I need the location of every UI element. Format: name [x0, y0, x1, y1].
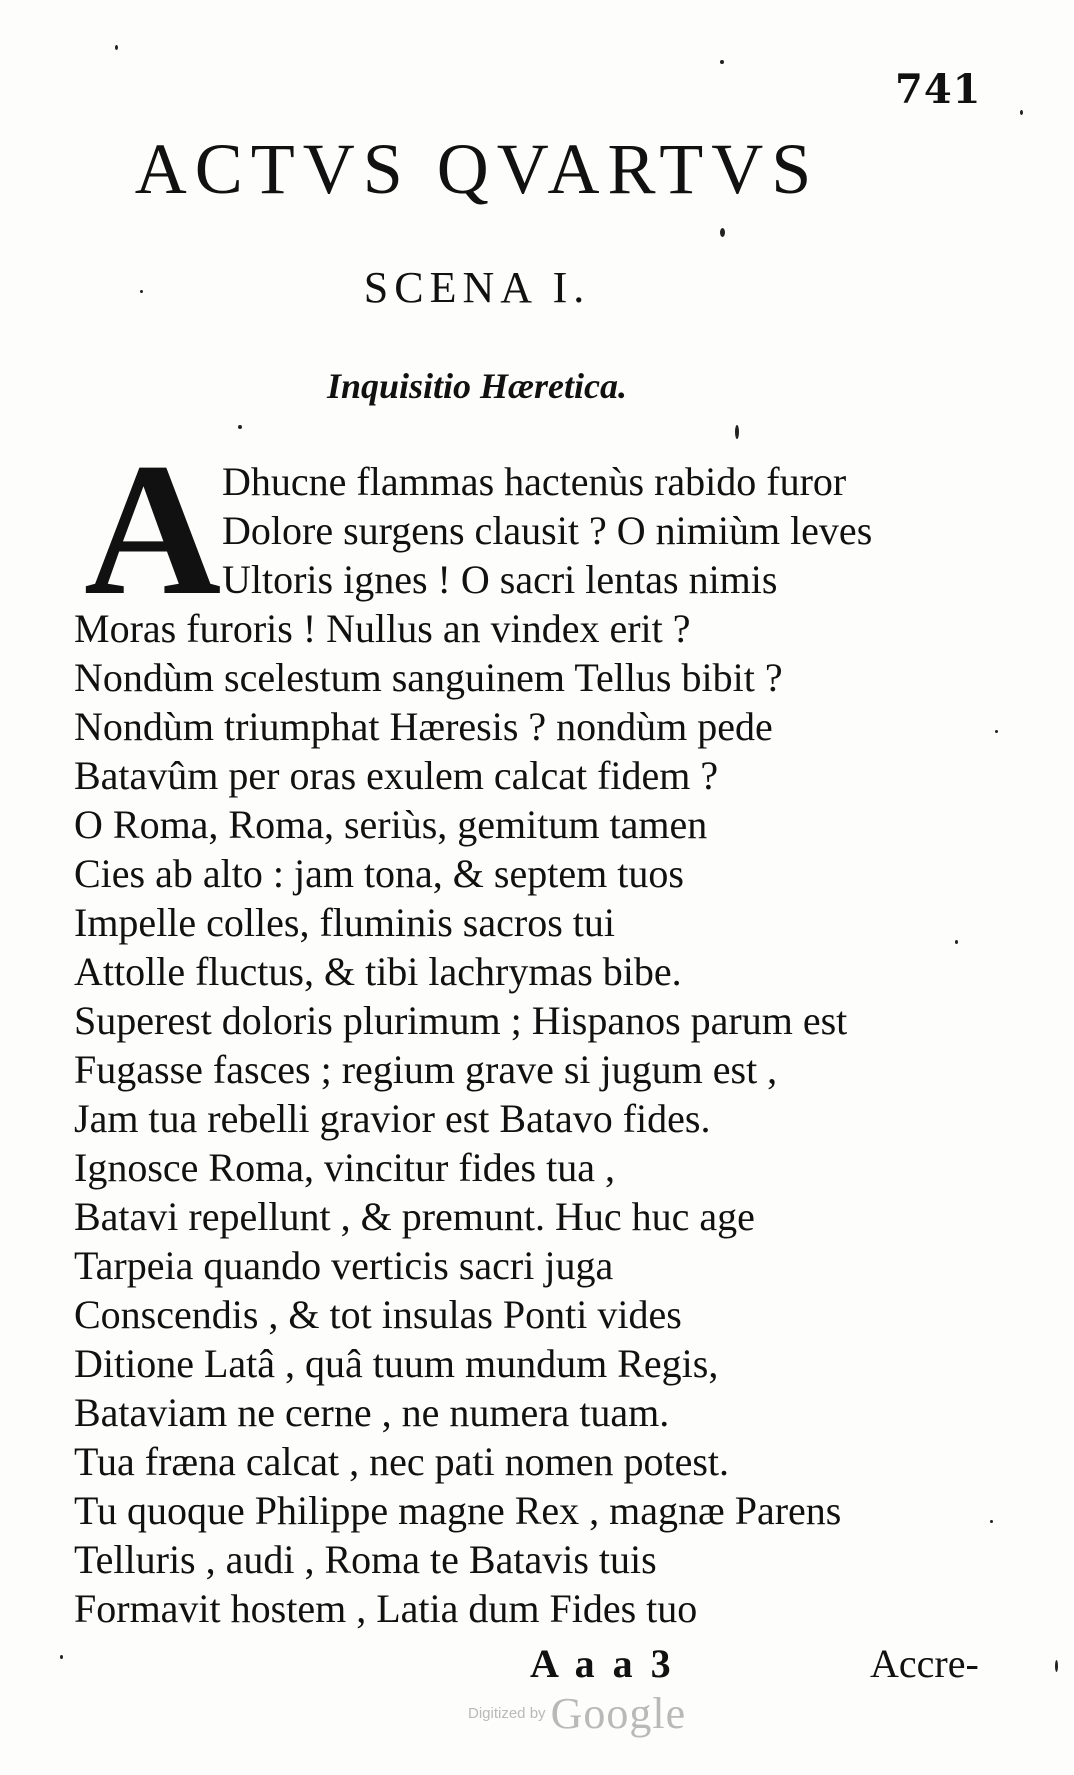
verse-line: Batavi repellunt , & premunt. Huc huc age	[74, 1194, 755, 1239]
scan-speck	[720, 60, 724, 64]
verse-line: Nondùm triumphat Hæresis ? nondùm pede	[74, 704, 773, 749]
scene-title: SCENA I.	[363, 263, 591, 312]
scan-speck	[720, 228, 725, 237]
verse-line: Tarpeia quando verticis sacri juga	[74, 1243, 614, 1288]
scan-speck	[990, 1520, 993, 1523]
verse-line: Attolle fluctus, & tibi lachrymas bibe.	[74, 949, 682, 994]
drop-cap: A	[84, 425, 222, 635]
watermark-brand: Google	[550, 1689, 687, 1738]
verse-line: Fugasse fasces ; regium grave si jugum est ,	[74, 1047, 778, 1092]
verse-line: Impelle colles, fluminis sacros tui	[74, 900, 615, 945]
scan-speck	[140, 290, 143, 293]
verse-line: Telluris , audi , Roma te Batavis tuis	[74, 1537, 657, 1582]
verse-line: Tu quoque Philippe magne Rex , magnæ Parens	[74, 1488, 842, 1533]
verse-line: Formavit hostem , Latia dum Fides tuo	[74, 1586, 698, 1631]
verse-line: Dolore surgens clausit ? O nimiùm leves	[222, 508, 873, 553]
verse-line: Cies ab alto : jam tona, & septem tuos	[74, 851, 684, 896]
catchword: Accre-	[870, 1641, 979, 1686]
page-number: 741	[895, 66, 982, 113]
verse-line: O Roma, Roma, seriùs, gemitum tamen	[74, 802, 708, 847]
act-title: ACTVS QVARTVS	[134, 129, 820, 209]
verse-line: Moras furoris ! Nullus an vindex erit ?	[74, 606, 691, 651]
verse-line: Batavûm per oras exulem calcat fidem ?	[74, 753, 719, 798]
scan-speck	[955, 940, 958, 944]
verse-line: Ultoris ignes ! O sacri lentas nimis	[222, 557, 778, 602]
verse-line: Jam tua rebelli gravior est Batavo fides.	[74, 1096, 711, 1141]
scan-speck	[60, 1655, 63, 1659]
speaker-name: Inquisitio Hæretica.	[326, 366, 628, 406]
verse-line: Tua fræna calcat , nec pati nomen potest.	[74, 1439, 729, 1484]
verse-line: Bataviam ne cerne , ne numera tuam.	[74, 1390, 670, 1435]
verse-line: Superest doloris plurimum ; Hispanos parum est	[74, 998, 848, 1043]
verse-line: Ditione Latâ , quâ tuum mundum Regis,	[74, 1341, 719, 1386]
verse-line: Dhucne flammas hactenùs rabido furor	[222, 459, 847, 504]
watermark-prefix: Digitized by	[468, 1705, 546, 1722]
scan-speck	[995, 730, 998, 733]
verse-line: Ignosce Roma, vincitur fides tua ,	[74, 1145, 615, 1190]
scan-speck	[238, 425, 242, 429]
scan-speck	[1020, 110, 1023, 115]
signature-mark: A a a 3	[530, 1641, 675, 1686]
verse-line: Conscendis , & tot insulas Ponti vides	[74, 1292, 682, 1337]
verse-line: Nondùm scelestum sanguinem Tellus bibit ?	[74, 655, 783, 700]
scan-speck	[115, 45, 118, 50]
digitization-watermark	[468, 1688, 686, 1739]
scan-speck	[1055, 1660, 1058, 1672]
scan-speck	[735, 425, 739, 439]
